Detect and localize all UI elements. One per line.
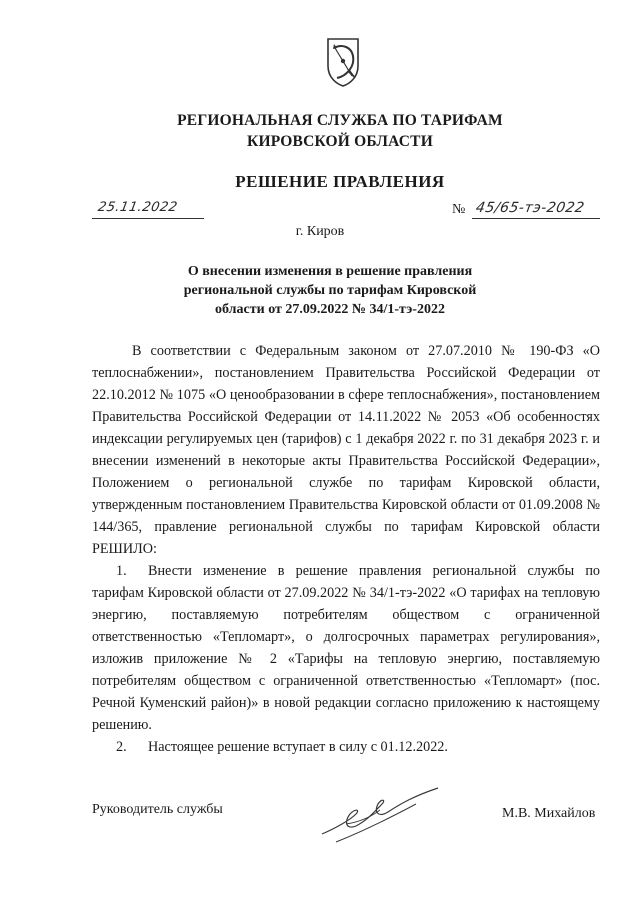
item-text: Настоящее решение вступает в силу с 01.12.2022. xyxy=(148,739,448,755)
resolution-item xyxy=(92,560,600,736)
item-number: 1. xyxy=(116,563,127,579)
decision-date-handwritten: 25.11.2022 xyxy=(96,200,179,215)
subject-line-3: области от 27.09.2022 № 34/1-тэ-2022 xyxy=(215,302,445,317)
kirov-oblast-coat-of-arms-icon xyxy=(325,36,361,88)
decision-body xyxy=(92,340,600,758)
resolution-items xyxy=(92,560,600,758)
signatory-name: М.В. Михайлов xyxy=(502,806,596,821)
resolution-item xyxy=(92,736,600,758)
agency-name-line-2: КИРОВСКОЙ ОБЛАСТИ xyxy=(247,133,433,150)
decision-subject xyxy=(140,262,520,319)
number-sign: № xyxy=(452,202,466,217)
subject-line-2: региональной службы по тарифам Кировской xyxy=(183,283,477,298)
agency-name-line-1: РЕГИОНАЛЬНАЯ СЛУЖБА ПО ТАРИФАМ xyxy=(177,112,503,129)
decision-date-field xyxy=(92,200,204,219)
decision-number-handwritten: 45/65-тэ-2022 xyxy=(474,200,586,216)
subject-line-1: О внесении изменения в решение правления xyxy=(187,264,473,279)
document-kind-title: РЕШЕНИЕ ПРАВЛЕНИЯ xyxy=(235,172,445,191)
preamble-paragraph: В соответствии с Федеральным законом от 27.07.2010 № 190-ФЗ «О теплоснабжении», постановлением Правительства Российской Федерации от 22.10.2012 № 1075 «О ценообразовании в сфере теплоснабжения», постановлением Правительства Российской Федерации от 14.11.2022 № 2053 «Об особенностях индексации регулируемых цен (тарифов) с 1 декабря 2022 г. по 31 декабря 2023 г. и внесении изменений в некоторые акты Правительства Российской Федерации», Положением о региональной службе по тарифам Кировской области, утвержденным постановлением Правительства Кировской области от 01.09.2008 № 144/365, правление региональной службы по тарифам Кировской области РЕШИЛО: xyxy=(92,343,600,557)
signatory-position: Руководитель службы xyxy=(92,802,223,817)
city-label: г. Киров xyxy=(295,224,345,239)
decision-number-line xyxy=(472,200,600,219)
item-text: Внести изменение в решение правления региональной службы по тарифам Кировской области от 27.09.2022 № 34/1-тэ-2022 «О тарифах на тепловую энергию, поставляемую потребителям обществом с ограниченной ответственностью «Тепломарт», о долгосрочных параметрах регулирования», изложив приложение № 2 «Тарифы на тепловую энергию, поставляемую потребителям обществом с ограниченной ответственностью «Тепломарт» (пос. Речной Куменский район)» в новой редакции согласно приложению к настоящему решению. xyxy=(92,563,600,733)
handwritten-signature-icon xyxy=(316,784,444,848)
item-number: 2. xyxy=(116,739,127,755)
